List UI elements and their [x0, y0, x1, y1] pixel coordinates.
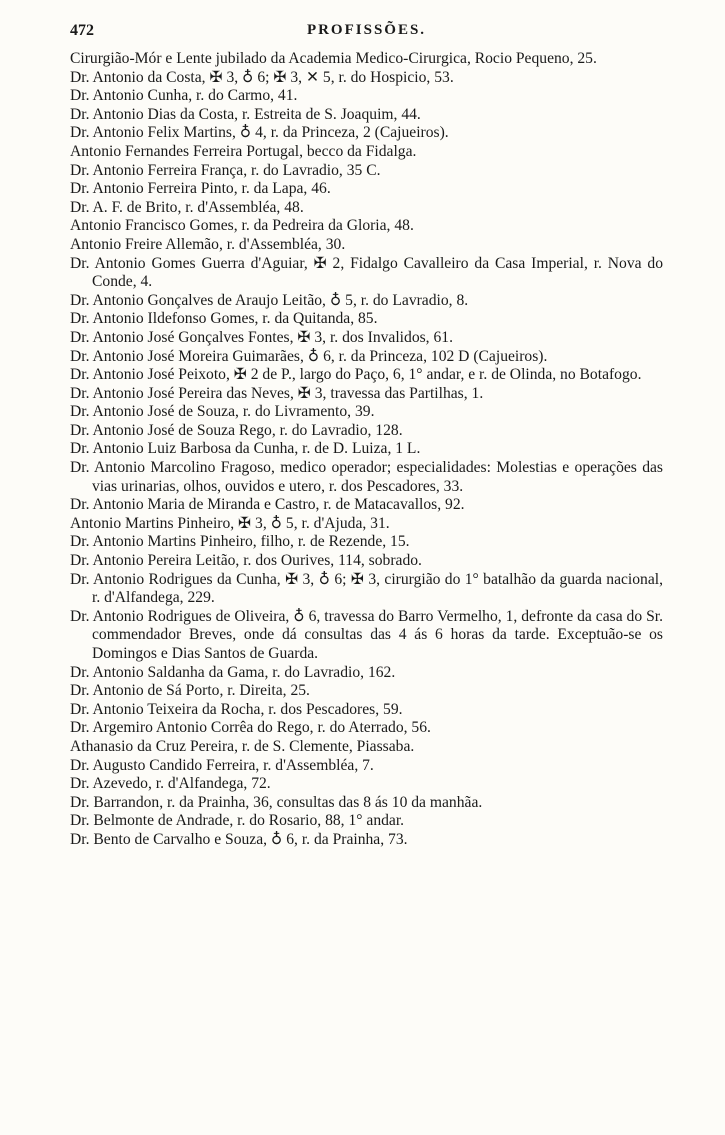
- running-head: [70, 22, 663, 48]
- directory-entry: Dr. Antonio José de Souza Rego, r. do Lavradio, 128.: [70, 421, 403, 439]
- directory-entry: Dr. Antonio Teixeira da Rocha, r. dos Pescadores, 59.: [70, 700, 403, 718]
- directory-entry: Dr. Antonio Gomes Guerra d'Aguiar, ✠ 2, Fidalgo Cavalleiro da Casa Imperial, r. Nova do Conde, 4.: [70, 254, 663, 291]
- directory-entry: Cirurgião-Mór e Lente jubilado da Academia Medico-Cirurgica, Rocio Pequeno, 25.: [70, 50, 597, 67]
- directory-entry: Dr. Antonio Pereira Leitão, r. dos Ourives, 114, sobrado.: [70, 552, 422, 570]
- directory-entry: Dr. Antonio Rodrigues da Cunha, ✠ 3, ♁ 6; ✠ 3, cirurgião do 1° batalhão da guarda nacional, r. d'Alfandega, 229.: [70, 570, 663, 607]
- directory-entry: Dr. A. F. de Brito, r. d'Assembléa, 48.: [70, 198, 304, 216]
- directory-entry: Dr. Barrandon, r. da Prainha, 36, consultas das 8 ás 10 da manhãa.: [70, 793, 483, 811]
- directory-entry: Dr. Antonio Felix Martins, ♁ 4, r. da Princeza, 2 (Cajueiros).: [70, 124, 449, 142]
- directory-entry: Dr. Antonio Ildefonso Gomes, r. da Quitanda, 85.: [70, 310, 378, 328]
- directory-entry: Antonio Fernandes Ferreira Portugal, becco da Fidalga.: [70, 142, 417, 160]
- directory-entry: Dr. Antonio Ferreira França, r. do Lavradio, 35 C.: [70, 161, 381, 179]
- directory-entry: Dr. Antonio Rodrigues de Oliveira, ♁ 6, travessa do Barro Vermelho, 1, defronte da casa do Sr. commendador Breves, onde dá consultas das 4 ás 6 horas da tarde. Exceptuão-se os Domingos e Dias Santos de Guarda.: [70, 607, 663, 662]
- directory-entry: Dr. Antonio Maria de Miranda e Castro, r. de Matacavallos, 92.: [70, 496, 465, 514]
- directory-entry: Dr. Belmonte de Andrade, r. do Rosario, 88, 1° andar.: [70, 812, 405, 830]
- directory-entry: Dr. Argemiro Antonio Corrêa do Rego, r. do Aterrado, 56.: [70, 719, 431, 737]
- directory-entry: Dr. Antonio de Sá Porto, r. Direita, 25.: [70, 682, 310, 700]
- directory-entry: Dr. Antonio Martins Pinheiro, filho, r. de Rezende, 15.: [70, 533, 410, 551]
- directory-entry: Antonio Freire Allemão, r. d'Assembléa, 30.: [70, 235, 346, 253]
- directory-entry: Dr. Azevedo, r. d'Alfandega, 72.: [70, 775, 271, 793]
- entry-list: [70, 50, 663, 850]
- directory-entry: Dr. Antonio Cunha, r. do Carmo, 41.: [70, 87, 298, 105]
- directory-entry: Antonio Martins Pinheiro, ✠ 3, ♁ 5, r. d'Ajuda, 31.: [70, 514, 390, 532]
- directory-entry: Dr. Augusto Candido Ferreira, r. d'Assembléa, 7.: [70, 756, 374, 774]
- section-title: PROFISSÕES.: [306, 22, 427, 38]
- directory-entry: Dr. Antonio José de Souza, r. do Livramento, 39.: [70, 403, 375, 421]
- directory-entry: Athanasio da Cruz Pereira, r. de S. Clemente, Piassaba.: [70, 737, 415, 755]
- directory-entry: Antonio Francisco Gomes, r. da Pedreira da Gloria, 48.: [70, 217, 414, 235]
- directory-entry: Dr. Bento de Carvalho e Souza, ♁ 6, r. da Prainha, 73.: [70, 830, 408, 848]
- directory-entry: Dr. Antonio José Gonçalves Fontes, ✠ 3, r. dos Invalidos, 61.: [70, 328, 453, 346]
- directory-entry: Dr. Antonio da Costa, ✠ 3, ♁ 6; ✠ 3, ✕ 5, r. do Hospicio, 53.: [70, 68, 454, 86]
- directory-entry: Dr. Antonio Dias da Costa, r. Estreita de S. Joaquim, 44.: [70, 105, 421, 123]
- page-number: 472: [70, 22, 94, 39]
- directory-entry: Dr. Antonio Marcolino Fragoso, medico operador; especialidades: Molestias e operações das vias urinarias, olhos, ouvidos e utero, r. dos Pescadores, 33.: [70, 459, 663, 495]
- directory-entry: Dr. Antonio Saldanha da Gama, r. do Lavradio, 162.: [70, 663, 396, 681]
- directory-entry: Dr. Antonio Luiz Barbosa da Cunha, r. de D. Luiza, 1 L.: [70, 440, 421, 458]
- directory-entry: Dr. Antonio José Moreira Guimarães, ♁ 6, r. da Princeza, 102 D (Cajueiros).: [70, 347, 548, 365]
- directory-entry: Dr. Antonio José Peixoto, ✠ 2 de P., largo do Paço, 6, 1° andar, e r. de Olinda, no Botafogo.: [70, 366, 642, 384]
- directory-entry: Dr. Antonio Ferreira Pinto, r. da Lapa, 46.: [70, 180, 331, 198]
- directory-entry: Dr. Antonio Gonçalves de Araujo Leitão, ♁ 5, r. do Lavradio, 8.: [70, 291, 469, 309]
- directory-entry: Dr. Antonio José Pereira das Neves, ✠ 3, travessa das Partilhas, 1.: [70, 384, 484, 402]
